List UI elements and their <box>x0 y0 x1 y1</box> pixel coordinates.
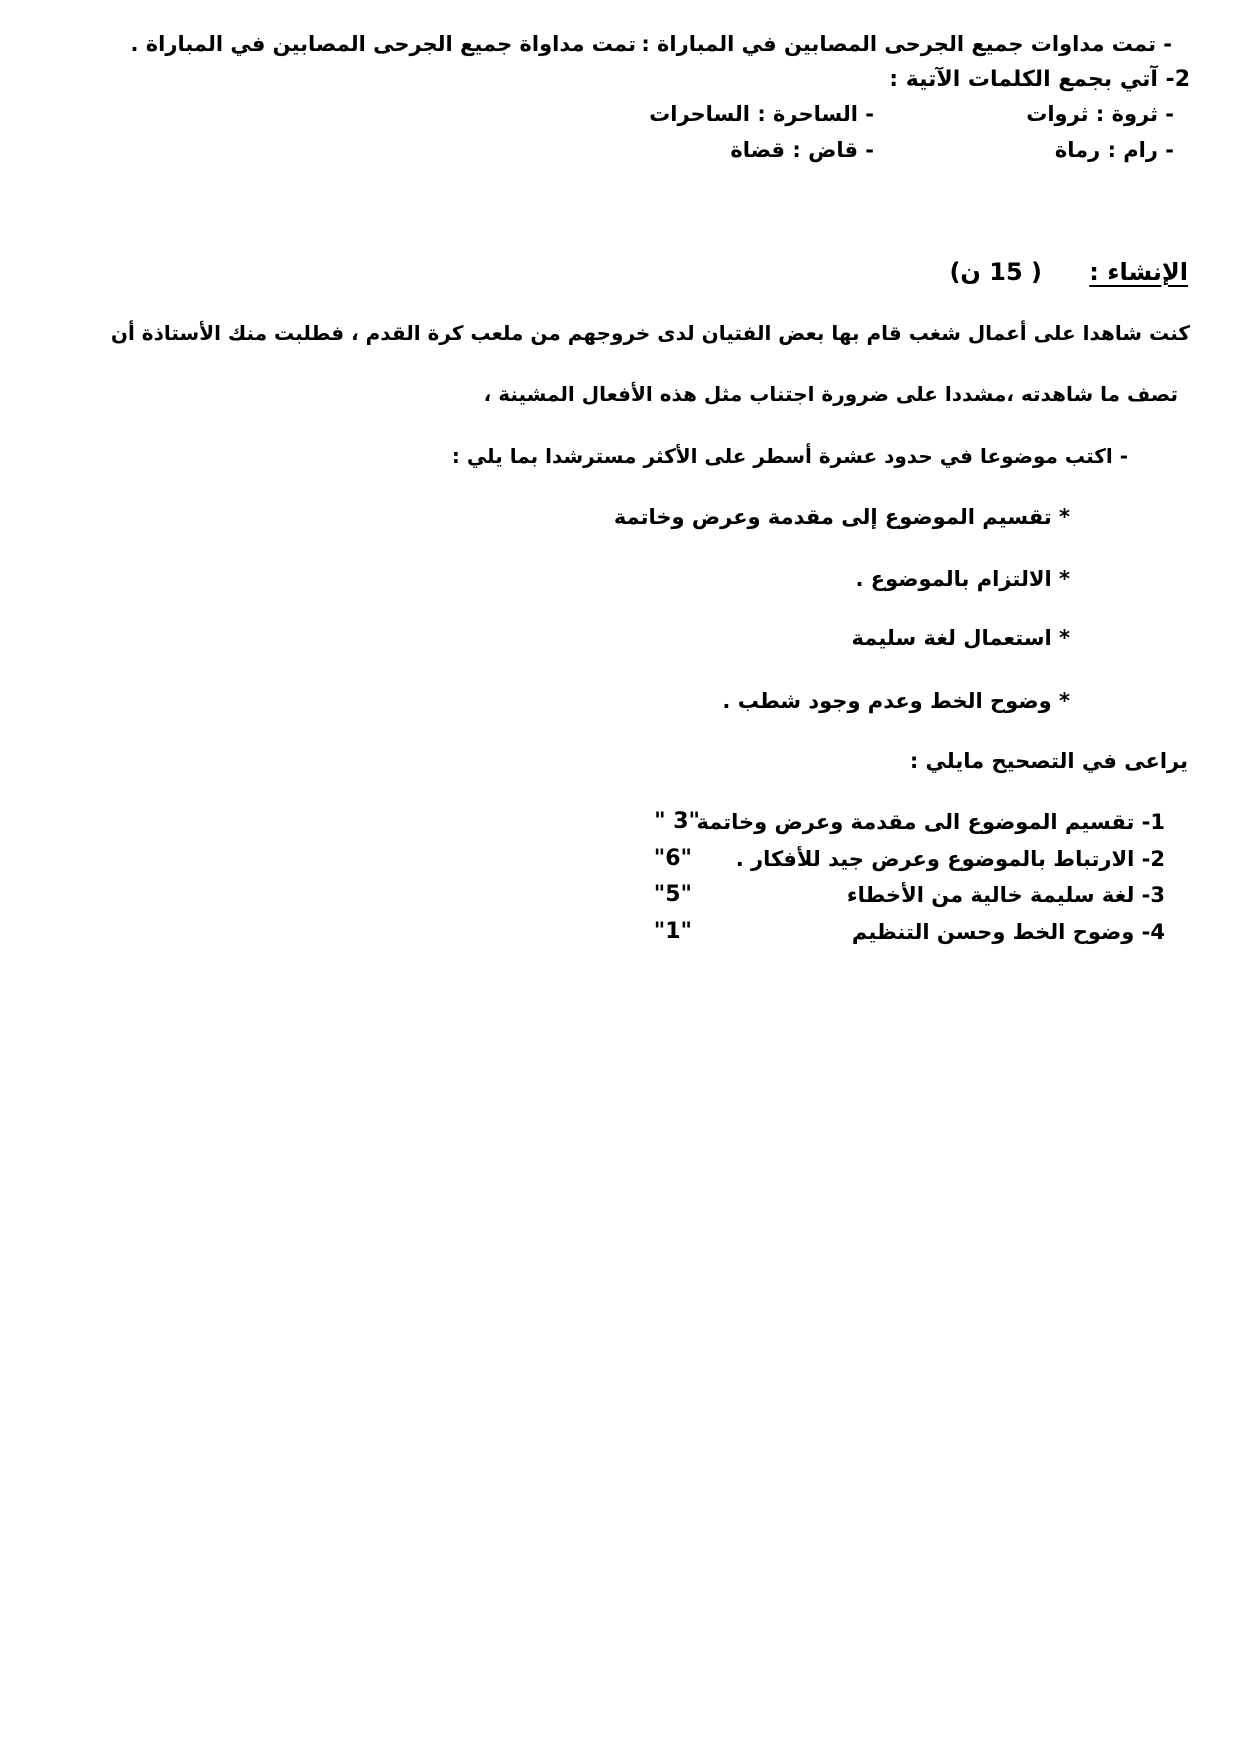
plural-item: - ثروة : ثروات <box>1026 102 1174 126</box>
composition-prompt-line-2: تصف ما شاهدته ،مشددا على ضرورة اجتناب مثل هذه الأفعال المشينة ، <box>483 382 1178 406</box>
guideline-item: * وضوح الخط وعدم وجود شطب . <box>722 689 1070 713</box>
guideline-item: * استعمال لغة سليمة <box>851 626 1070 650</box>
grading-criterion: 4- وضوح الخط وحسن التنظيم <box>851 920 1165 944</box>
plural-item: - الساحرة : الساحرات <box>649 102 874 126</box>
grading-score: "5" <box>653 882 692 907</box>
plural-item: - رام : رماة <box>1054 138 1174 162</box>
grading-criterion: 1- تقسيم الموضوع الى مقدمة وعرض وخاتمة <box>696 810 1165 834</box>
grading-score: "6" <box>653 846 692 871</box>
grading-title: يراعى في التصحيح مايلي : <box>909 749 1188 773</box>
grading-score: "1" <box>653 919 692 944</box>
grading-score: "3 " <box>654 809 700 834</box>
grading-criterion: 2- الارتباط بالموضوع وعرض جيد للأفكار . <box>735 847 1165 871</box>
question-2-title: 2- آتي بجمع الكلمات الآتية : <box>889 67 1190 92</box>
example-sentence-original: - تمت مداوات جميع الجرحى المصابين في المباراة : <box>641 32 1172 56</box>
grading-criterion: 3- لغة سليمة خالية من الأخطاء <box>846 883 1165 907</box>
guideline-item: * تقسيم الموضوع إلى مقدمة وعرض وخاتمة <box>613 505 1070 529</box>
example-sentence-corrected: تمت مداواة جميع الجرحى المصابين في المباراة . <box>130 32 636 56</box>
composition-instruction: - اكتب موضوعا في حدود عشرة أسطر على الأكثر مسترشدا بما يلي : <box>451 444 1128 468</box>
composition-prompt-line-1: كنت شاهدا على أعمال شغب قام بها بعض الفتيان لدى خروجهم من ملعب كرة القدم ، فطلبت منك الأستاذة أن <box>110 321 1190 345</box>
plural-item: - قاض : قضاة <box>730 138 874 162</box>
composition-title: الإنشاء : <box>1089 258 1188 286</box>
guideline-item: * الالتزام بالموضوع . <box>855 567 1070 591</box>
composition-points: ( 15 ن) <box>949 258 1042 286</box>
